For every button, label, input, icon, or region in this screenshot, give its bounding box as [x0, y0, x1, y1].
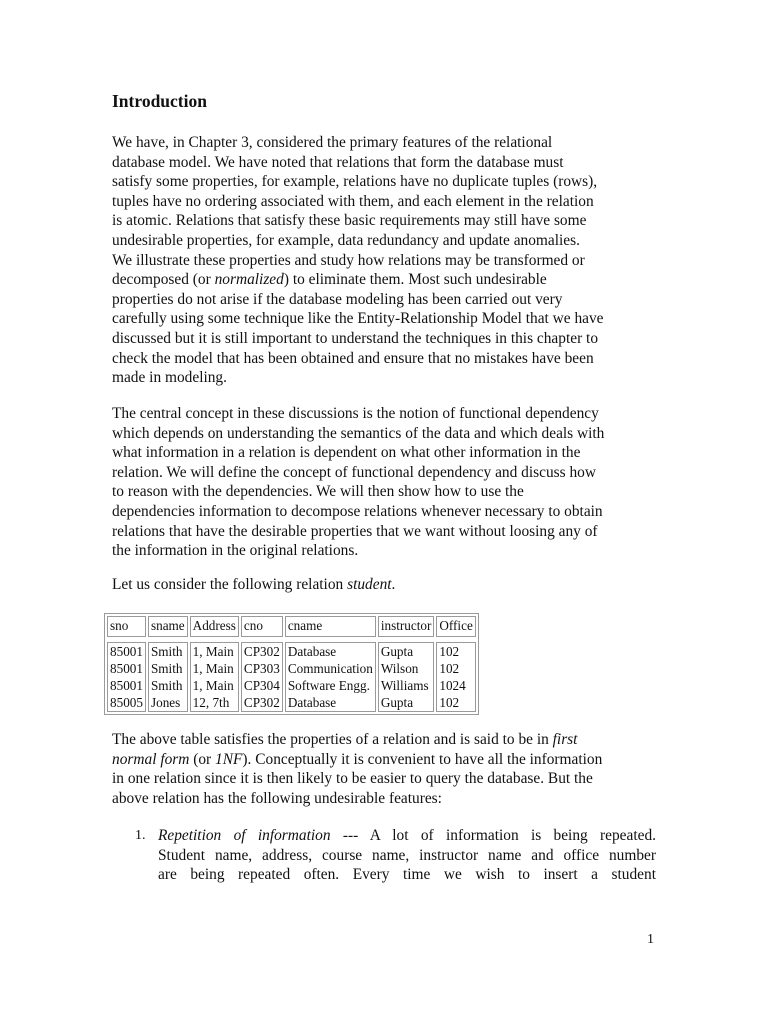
- text-line: check the model that has been obtained and ensure that no mistakes have been: [112, 349, 594, 367]
- table-body-row: [107, 642, 476, 712]
- table-cell: Smith: [150, 661, 183, 676]
- table-cell: Williams: [380, 678, 429, 693]
- table-cell: Smith: [150, 644, 183, 659]
- table-cell: 1, Main: [192, 644, 234, 659]
- table-header-row: [107, 616, 476, 637]
- emphasis-1nf: 1NF: [215, 750, 243, 768]
- table-cell: CP302: [243, 695, 280, 710]
- table-cell: 85005: [110, 695, 143, 710]
- table-cell: Software Engg.: [287, 678, 370, 693]
- text-line: what information in a relation is dependent on what other information in the: [112, 444, 581, 462]
- table-cell: 1, Main: [192, 678, 234, 693]
- table-cell: Database: [287, 695, 337, 710]
- table-cell: 102: [439, 695, 460, 710]
- table-cell: 85001: [110, 644, 143, 659]
- text-line: which depends on understanding the semantics of the data and which deals with: [112, 424, 605, 442]
- table-cell: Gupta: [380, 644, 414, 659]
- text-line: decomposed (or normalized) to eliminate them. Most such undesirable: [112, 271, 547, 289]
- text-line: above relation has the following undesirable features:: [112, 789, 442, 807]
- text-line: satisfy some properties, for example, relations have no duplicate tuples (rows),: [112, 173, 598, 191]
- table-cell: 102: [439, 661, 460, 676]
- text-line: discussed but it is still important to understand the techniques in this chapter to: [112, 329, 599, 347]
- header-cell-address: Address: [190, 616, 239, 637]
- table-cell: Jones: [150, 695, 181, 710]
- page-number: 1: [647, 932, 654, 947]
- header-cell-sno: sno: [107, 616, 146, 637]
- header-cell-cno: cno: [241, 616, 283, 637]
- table-cell: CP302: [243, 644, 280, 659]
- emphasis-repetition: Repetition of information: [158, 827, 331, 844]
- text-line: dependencies information to decompose relations whenever necessary to obtain: [112, 502, 603, 520]
- table-cell: Wilson: [380, 661, 419, 676]
- first-normal-form-paragraph: [112, 730, 656, 808]
- text-line: to reason with the dependencies. We will then show how to use the: [112, 483, 524, 501]
- student-relation-table: [104, 613, 479, 715]
- text-line: carefully using some technique like the Entity-Relationship Model that we have: [112, 310, 604, 328]
- text-line: Repetition of information --- A lot of information is being repeated.: [158, 827, 656, 844]
- column-instructor: [378, 642, 435, 712]
- column-address: [190, 642, 239, 712]
- table-cell: CP304: [243, 678, 280, 693]
- column-cno: [241, 642, 283, 712]
- table-cell: Communication: [287, 661, 373, 676]
- column-sname: [148, 642, 188, 712]
- list-number: 1.: [135, 828, 146, 843]
- table-cell: 12, 7th: [192, 695, 230, 710]
- text-line: are being repeated often. Every time we wish to insert a student: [158, 866, 656, 884]
- table-cell: Smith: [150, 678, 183, 693]
- text-line: We illustrate these properties and study how relations may be transformed or: [112, 251, 585, 269]
- table-cell: CP303: [243, 661, 280, 676]
- table-cell: Database: [287, 644, 337, 659]
- table-cell: 1024: [439, 678, 466, 693]
- table-cell: Gupta: [380, 695, 414, 710]
- section-heading: Introduction: [112, 91, 207, 111]
- text-line: relation. We will define the concept of functional dependency and discuss how: [112, 463, 596, 481]
- list-body: [158, 826, 656, 885]
- table-cell: 85001: [110, 661, 143, 676]
- header-cell-instructor: instructor: [378, 616, 435, 637]
- text-line: tuples have no ordering associated with them, and each element in the relation: [112, 192, 594, 210]
- header-cell-office: Office: [436, 616, 475, 637]
- relation-intro-paragraph: [112, 575, 656, 595]
- column-cname: [285, 642, 376, 712]
- text-line: The central concept in these discussions is the notion of functional dependency: [112, 405, 599, 422]
- text-line: the information in the original relations.: [112, 542, 359, 560]
- emphasis-first: first: [552, 731, 578, 748]
- text-line: made in modeling.: [112, 369, 227, 387]
- intro-paragraph: [112, 133, 656, 388]
- text-line: The above table satisfies the properties of a relation and is said to be in first: [112, 731, 578, 748]
- dependency-paragraph: [112, 404, 656, 561]
- column-office: [436, 642, 475, 712]
- table-cell: 85001: [110, 678, 143, 693]
- text-line: relations that have the desirable properties that we want without loosing any of: [112, 522, 598, 540]
- emphasis-normal-form: normal form: [112, 750, 190, 768]
- text-line: normal form (or 1NF). Conceptually it is convenient to have all the information: [112, 750, 603, 768]
- table-cell: 102: [439, 644, 460, 659]
- text-line: is atomic. Relations that satisfy these basic requirements may still have some: [112, 212, 587, 230]
- emphasis-normalized: normalized: [214, 271, 284, 289]
- text-line: Let us consider the following relation student.: [112, 576, 396, 593]
- header-cell-sname: sname: [148, 616, 188, 637]
- header-cell-cname: cname: [285, 616, 376, 637]
- text-line: undesirable properties, for example, data redundancy and update anomalies.: [112, 231, 580, 249]
- table-cell: 1, Main: [192, 661, 234, 676]
- text-line: database model. We have noted that relations that form the database must: [112, 153, 564, 171]
- text-line: properties do not arise if the database modeling has been carried out very: [112, 290, 563, 308]
- text-line: We have, in Chapter 3, considered the primary features of the relational: [112, 134, 553, 151]
- text-line: in one relation since it is then likely to be easier to query the database. But the: [112, 770, 593, 788]
- column-sno: [107, 642, 146, 712]
- emphasis-student: student: [347, 576, 392, 593]
- text-line: Student name, address, course name, instructor name and office number: [158, 846, 656, 864]
